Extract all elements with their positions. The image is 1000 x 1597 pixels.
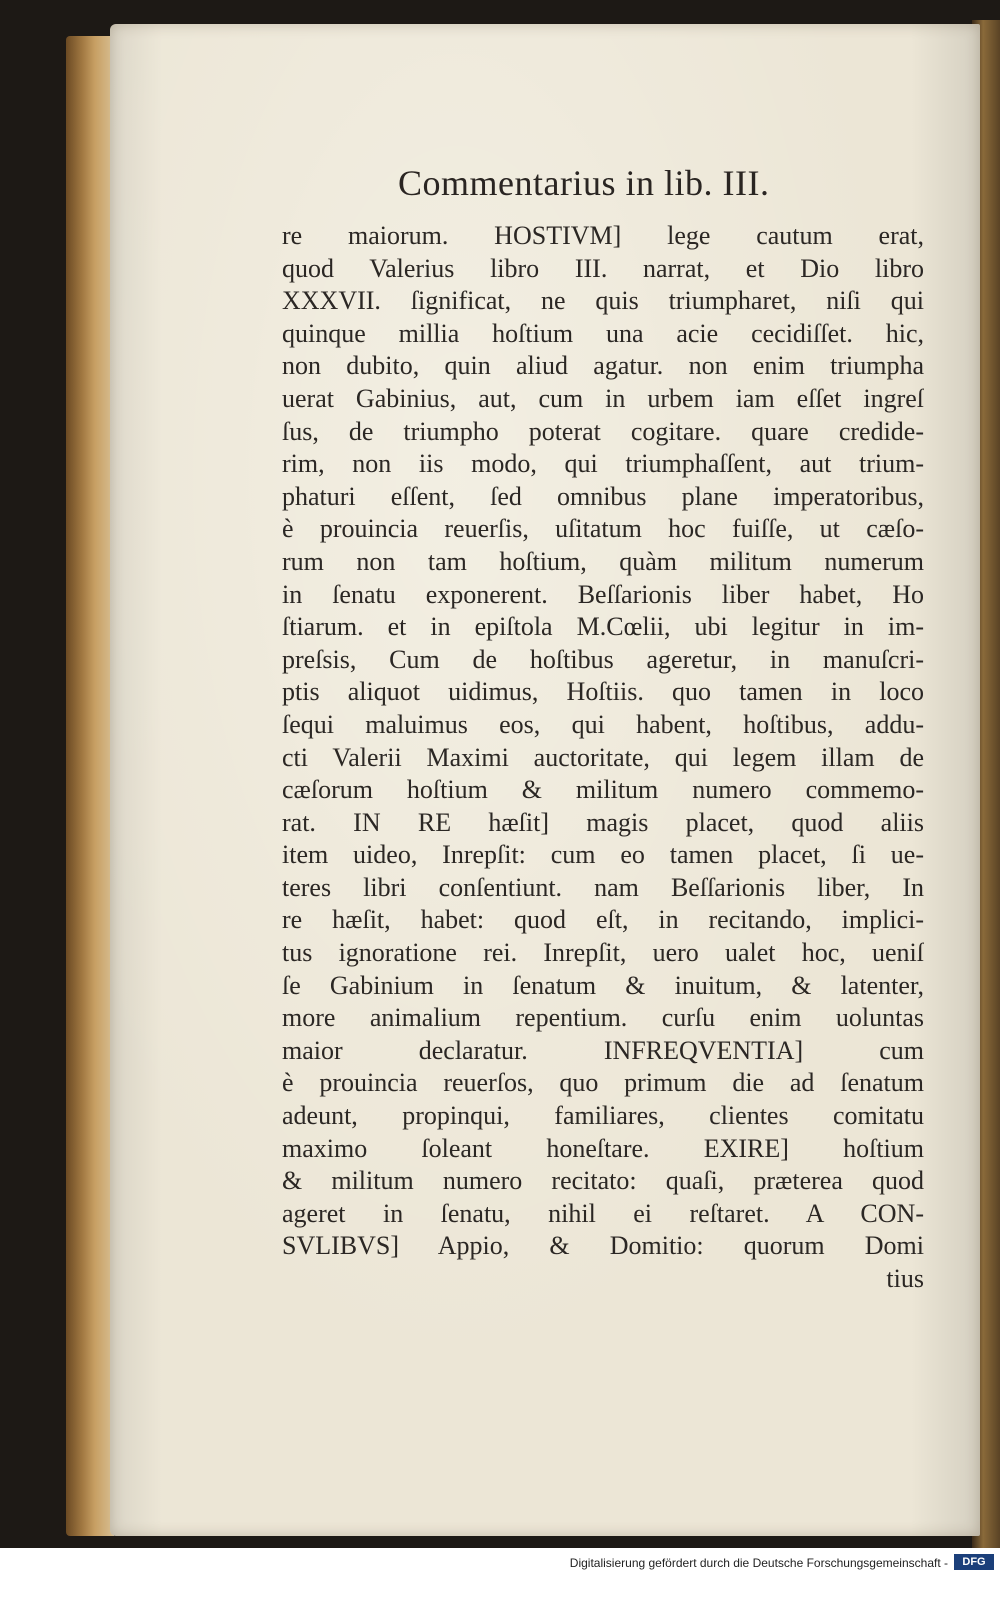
text-line: item uideo, Inrepſit: cum eo tamen placet, ſi ue- (282, 840, 924, 870)
text-line: uerat Gabinius, aut, cum in urbem iam eſſet ingreſ (282, 383, 924, 413)
page-edge (66, 36, 114, 1536)
text-line: in ſenatu exponerent. Beſſarionis liber habet, Ho (282, 579, 924, 609)
text-line: quinque millia hoſtium una acie cecidiſſet. hic, (282, 318, 924, 348)
text-line: SVLIBVS] Appio, & Domitio: quorum Domi (282, 1231, 924, 1261)
text-line: re hæſit, habet: quod eſt, in recitando, implici- (282, 905, 924, 935)
text-line: preſsis, Cum de hoſtibus ageretur, in manuſcri- (282, 644, 924, 674)
text-line: phaturi eſſent, ſed omnibus plane imperatoribus, (282, 481, 924, 511)
text-line: ſe Gabinium in ſenatum & inuitum, & latenter, (282, 970, 924, 1000)
text-line: ſtiarum. et in epiſtola M.Cœlii, ubi legitur in im- (282, 612, 924, 642)
text-line: rum non tam hoſtium, quàm militum numerum (282, 546, 924, 576)
text-block (282, 220, 924, 1296)
text-line: maior declaratur. INFREQVENTIA] cum (282, 1035, 924, 1065)
text-line: cti Valerii Maximi auctoritate, qui legem illam de (282, 742, 924, 772)
text-line: è prouincia reuerſis, uſitatum hoc fuiſſe, ut cæſo- (282, 514, 924, 544)
text-line: maximo ſoleant honeſtare. EXIRE] hoſtium (282, 1133, 924, 1163)
text-line: quod Valerius libro III. narrat, et Dio libro (282, 253, 924, 283)
text-line: teres libri conſentiunt. nam Beſſarionis liber, In (282, 872, 924, 902)
text-line: XXXVII. ſignificat, ne quis triumpharet, niſi qui (282, 286, 924, 316)
text-line: rim, non iis modo, qui triumphaſſent, aut trium- (282, 449, 924, 479)
text-line: ageret in ſenatu, nihil ei reſtaret. A CON- (282, 1198, 924, 1228)
text-line: ſequi maluimus eos, qui habent, hoſtibus, addu- (282, 709, 924, 739)
text-line: more animalium repentium. curſu enim uoluntas (282, 1003, 924, 1033)
text-line: adeunt, propinqui, familiares, clientes comitatu (282, 1101, 924, 1131)
text-line: ſus, de triumpho poterat cogitare. quare credide- (282, 416, 924, 446)
text-line: cæſorum hoſtium & militum numero commemo- (282, 775, 924, 805)
running-head: Commentarius in lib. III. (398, 163, 770, 203)
text-line: non dubito, quin aliud agatur. non enim triumpha (282, 351, 924, 381)
text-line: tus ignoratione rei. Inrepſit, uero ualet hoc, ueniſ (282, 938, 924, 968)
text-line: re maiorum. HOSTIVM] lege cautum erat, (282, 221, 924, 250)
text-line: tius (886, 1264, 924, 1293)
text-line: ptis aliquot uidimus, Hoſtiis. quo tamen in loco (282, 677, 924, 707)
text-line: è prouincia reuerſos, quo primum die ad ſenatum (282, 1068, 924, 1098)
footer-credit: Digitalisierung gefördert durch die Deutsche Forschungsgemeinschaft - (569, 1556, 948, 1570)
dfg-logo: DFG (954, 1554, 994, 1570)
text-line: & militum numero recitato: quaſi, præterea quod (282, 1166, 924, 1196)
text-line: rat. IN RE hæſit] magis placet, quod aliis (282, 807, 924, 837)
